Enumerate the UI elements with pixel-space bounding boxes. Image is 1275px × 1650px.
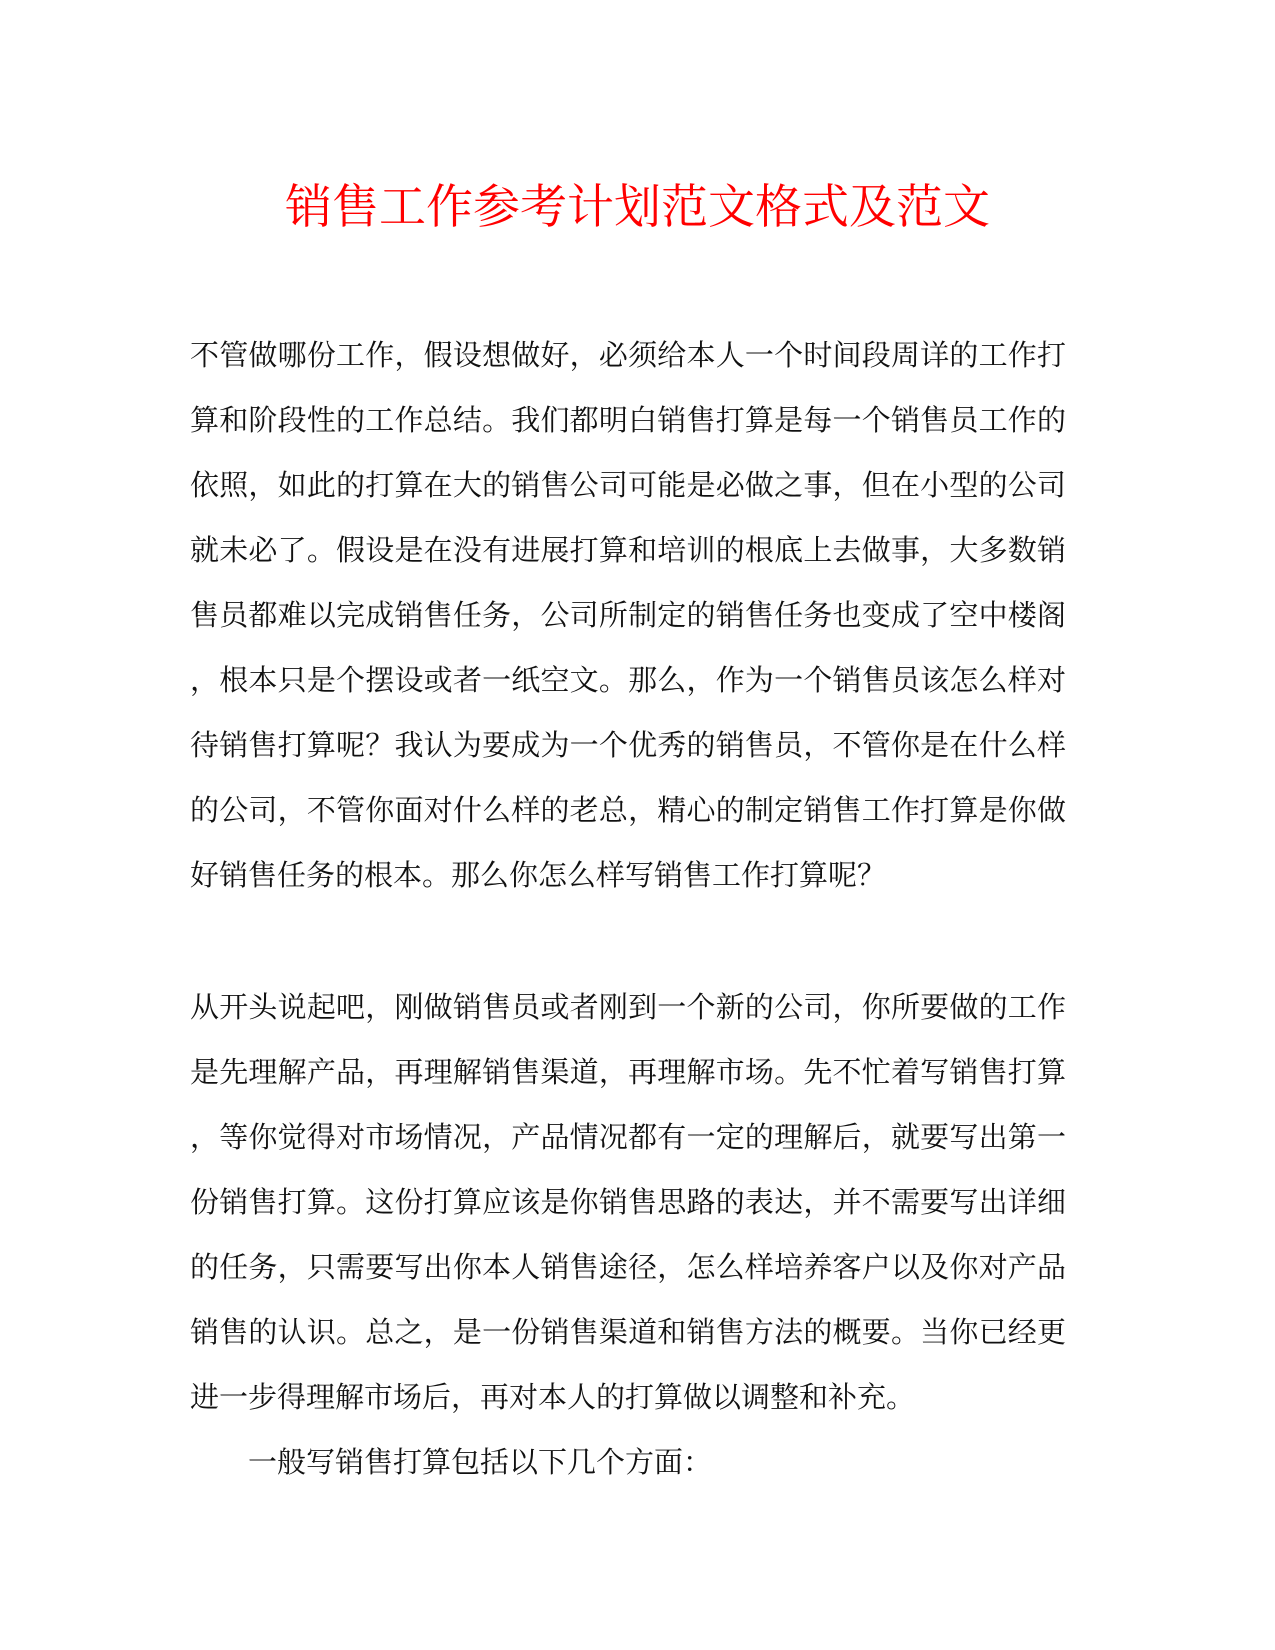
paragraph-line: 的任务，只需要写出你本人销售途径，怎么样培养客户以及你对产品 [190, 1250, 1066, 1284]
paragraph-line: 不管做哪份工作，假设想做好，必须给本人一个时间段周详的工作打 [190, 338, 1066, 372]
paragraph-line: 份销售打算。这份打算应该是你销售思路的表达，并不需要写出详细 [190, 1185, 1066, 1219]
paragraph-line: 从开头说起吧，刚做销售员或者刚到一个新的公司，你所要做的工作 [190, 990, 1066, 1024]
paragraph-line: ，根本只是个摆设或者一纸空文。那么，作为一个销售员该怎么样对 [190, 663, 1066, 697]
paragraph-line: 算和阶段性的工作总结。我们都明白销售打算是每一个销售员工作的 [190, 403, 1066, 437]
paragraph-line: 的公司，不管你面对什么样的老总，精心的制定销售工作打算是你做 [190, 793, 1066, 827]
paragraph-plan-aspects [248, 1430, 1066, 1495]
paragraph-line: 是先理解产品，再理解销售渠道，再理解市场。先不忙着写销售打算 [190, 1055, 1066, 1089]
paragraph-line: ，等你觉得对市场情况，产品情况都有一定的理解后，就要写出第一 [190, 1120, 1066, 1154]
paragraph-line: 依照，如此的打算在大的销售公司可能是必做之事，但在小型的公司 [190, 468, 1066, 502]
paragraph-getting-started [190, 975, 1066, 1430]
paragraph-line: 好销售任务的根本。那么你怎么样写销售工作打算呢？ [190, 858, 887, 892]
paragraph-line: 一般写销售打算包括以下几个方面： [248, 1445, 713, 1479]
paragraph-intro [190, 323, 1066, 908]
paragraph-line: 销售的认识。总之，是一份销售渠道和销售方法的概要。当你已经更 [190, 1315, 1066, 1349]
document-title: 销售工作参考计划范文格式及范文 [285, 180, 990, 235]
paragraph-line: 进一步得理解市场后，再对本人的打算做以调整和补充。 [190, 1380, 916, 1414]
paragraph-line: 售员都难以完成销售任务，公司所制定的销售任务也变成了空中楼阁 [190, 598, 1066, 632]
paragraph-line: 待销售打算呢？我认为要成为一个优秀的销售员，不管你是在什么样 [190, 728, 1066, 762]
paragraph-line: 就未必了。假设是在没有进展打算和培训的根底上去做事，大多数销 [190, 533, 1066, 567]
